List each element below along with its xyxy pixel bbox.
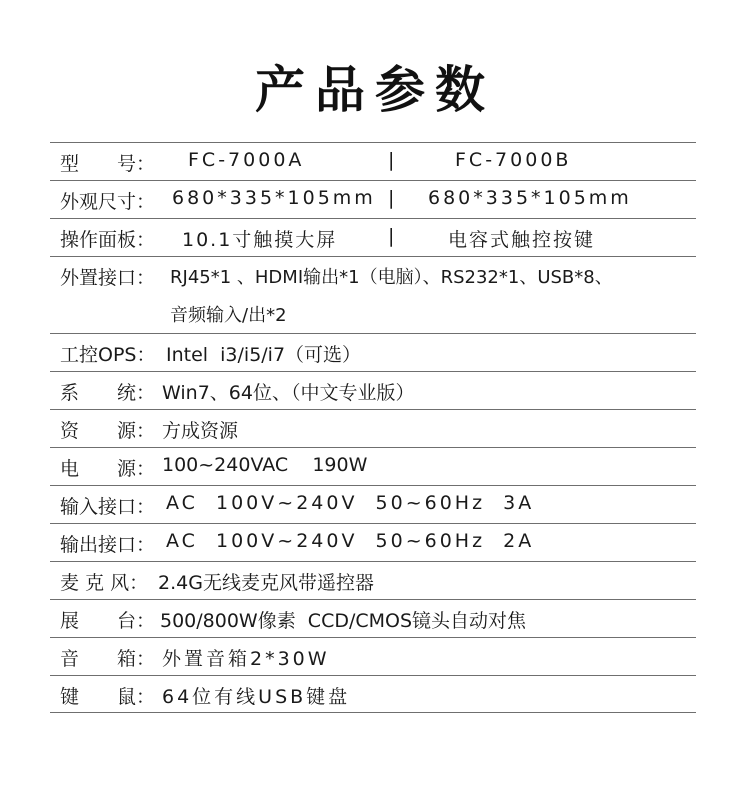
spec-value: AC 100V~240V 50~60Hz 3A — [166, 492, 535, 514]
page-title: 产品参数 — [255, 61, 495, 119]
spec-label: 麦 克 风： — [60, 572, 149, 594]
spec-value-b: FC-7000B — [455, 149, 572, 171]
spec-value: 64位有线USB键盘 — [162, 686, 351, 708]
spec-row-booth — [50, 599, 696, 637]
spec-label: 操作面板： — [60, 229, 156, 251]
spec-value-a: FC-7000A — [188, 149, 305, 171]
spec-row-mic — [50, 561, 696, 599]
spec-label: 输入接口： — [60, 496, 156, 518]
spec-label: 工控OPS： — [60, 344, 156, 366]
spec-value: Intel i3/i5/i7（可选） — [166, 344, 362, 366]
spec-row-ports — [50, 256, 696, 333]
spec-label: 外观尺寸： — [60, 191, 156, 213]
spec-value-a: 680*335*105mm — [172, 187, 376, 209]
spec-label: 电 源： — [60, 458, 156, 480]
spec-value-a: 10.1寸触摸大屏 — [182, 229, 338, 251]
spec-row-keyboard — [50, 675, 696, 713]
spec-row-size — [50, 180, 696, 218]
spec-value-b: 电容式触控按键 — [448, 229, 596, 251]
spec-row-speaker — [50, 637, 696, 675]
column-separator: | — [388, 149, 395, 171]
spec-label: 外置接口： — [60, 267, 156, 289]
column-separator: | — [388, 187, 395, 209]
column-separator: | — [388, 225, 395, 247]
spec-label: 展 台： — [60, 610, 156, 632]
spec-value: 500/800W像素 CCD/CMOS镜头自动对焦 — [160, 610, 527, 632]
spec-row-panel — [50, 218, 696, 256]
spec-row-model — [50, 142, 696, 180]
spec-value: RJ45*1 、HDMI输出*1（电脑）、RS232*1、USB*8、 — [170, 267, 613, 288]
spec-label: 键 鼠： — [60, 686, 156, 708]
spec-label: 资 源： — [60, 420, 156, 442]
spec-value: 100~240VAC 190W — [162, 454, 368, 476]
spec-value: 方成资源 — [162, 420, 239, 442]
spec-row-system — [50, 371, 696, 409]
spec-value: 外置音箱2*30W — [162, 648, 330, 670]
spec-value: 2.4G无线麦克风带遥控器 — [158, 572, 374, 594]
spec-value: AC 100V~240V 50~60Hz 2A — [166, 530, 535, 552]
spec-label: 输出接口： — [60, 534, 156, 556]
spec-label: 音 箱： — [60, 648, 156, 670]
spec-row-output — [50, 523, 696, 561]
spec-table — [50, 142, 696, 713]
spec-label: 型 号： — [60, 153, 156, 175]
spec-row-power — [50, 447, 696, 485]
spec-value-b: 680*335*105mm — [428, 187, 632, 209]
spec-value-line2: 音频输入/出*2 — [170, 305, 287, 326]
spec-row-input — [50, 485, 696, 523]
spec-row-resource — [50, 409, 696, 447]
spec-label: 系 统： — [60, 382, 156, 404]
spec-value: Win7、64位、（中文专业版） — [162, 382, 415, 404]
spec-row-ops — [50, 333, 696, 371]
